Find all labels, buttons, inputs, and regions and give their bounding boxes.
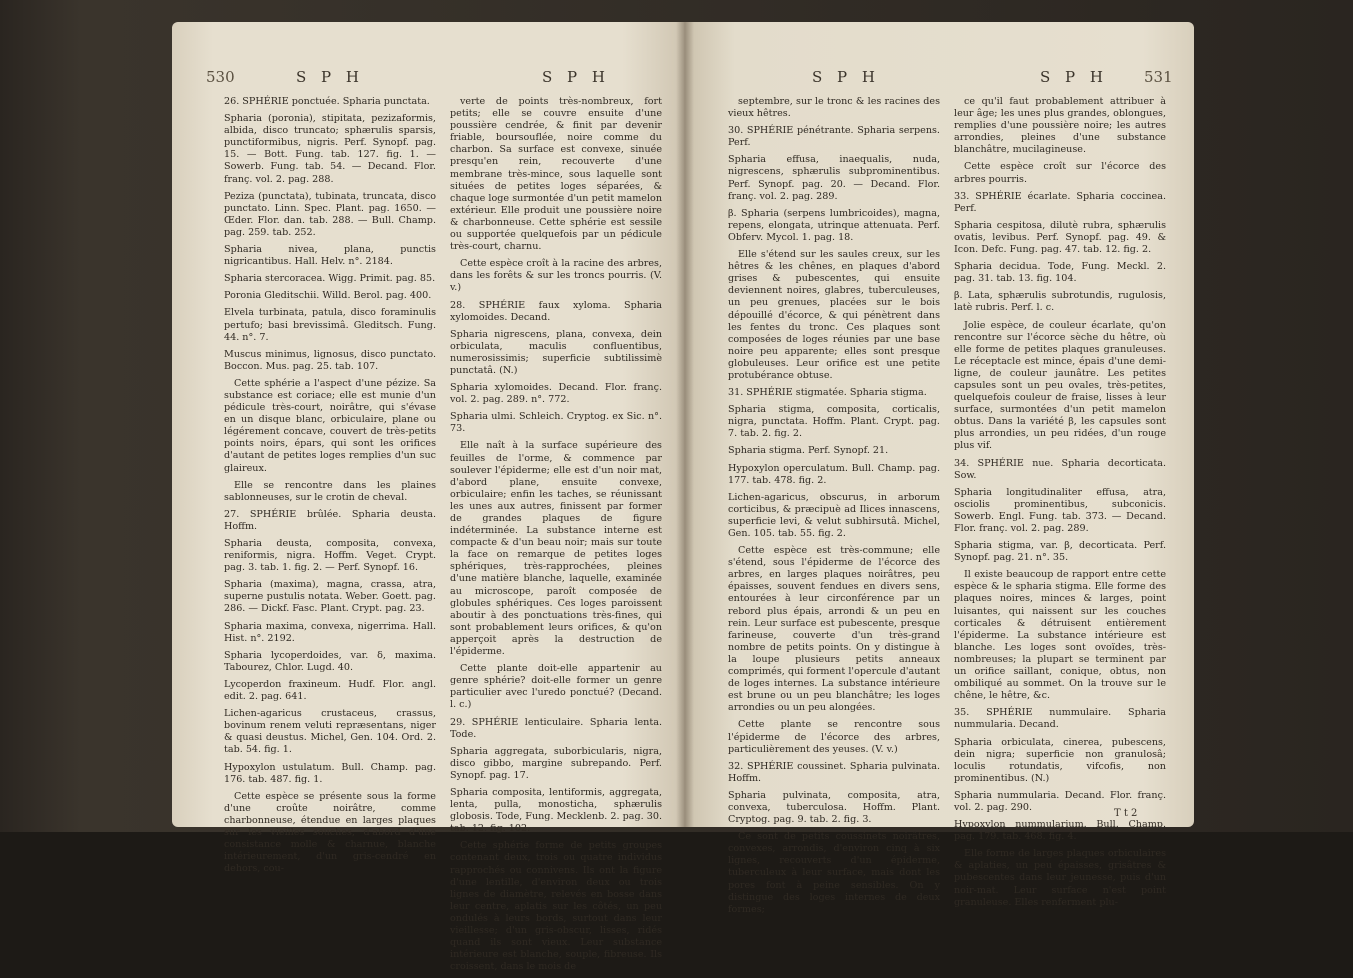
right-page: [684, 22, 1194, 915]
paragraph: Spharia stigma, var. β, decorticata. Perf. Synopf. pag. 21. n°. 35.: [954, 540, 1166, 564]
paragraph: Muscus minimus, lignosus, disco punctato. Boccon. Mus. pag. 25. tab. 107.: [224, 348, 436, 372]
paragraph: 26. SPHÉRIE ponctuée. Spharia punctata.: [224, 96, 430, 107]
paragraph: Hypoxylon nummularium. Bull. Champ. pag. 179. tab. 468. fig. 4.: [954, 819, 1166, 843]
paragraph: septembre, sur le tronc & les racines des vieux hêtres.: [728, 96, 940, 120]
paragraph: Cette sphérie forme de petits groupes contenant deux, trois ou quatre individus rapprochés ou connivens. Ils ont la figure d'une lentille, d'environ deux ou trois lignes de diamètre, relevés en bosse dans leur centre, aplatis sur les côtés, un peu ondulés à leurs bords, surtout dans leur vieillesse; d'un gris-obscur, lisses, ridés quand ils sont vieux. Leur substance intérieure est blanche, souple, fibreuse. Ils croissent, dans le mois de: [450, 840, 662, 973]
paragraph: Spharia (maxima), magna, crassa, atra, superne pustulis notata. Weber. Goett. pag. 286. — Dickf. Fasc. Plant. Crypt. pag. 23.: [224, 579, 436, 615]
paragraph: Jolie espèce, de couleur écarlate, qu'on rencontre sur l'écorce sèche du hêtre, où elle forme de petites plaques granuleuses. Le réceptacle est mince, épais d'une demi-ligne, de couleur jaunâtre. Les petites capsules sont un peu ovales, très-petites, quelquefois couleur de fraise, lisses à leur surface, surmontées d'un petit mamelon obtus. Dans la variété β, les capsules sont plus arrondies, un peu ridées, d'un rouge plus vif.: [954, 319, 1166, 452]
paragraph: Spharia orbiculata, cinerea, pubescens, dein nigra; superficie non granulosâ; loculis rotundatis, vifcofis, non prominentibus. (N.): [954, 736, 1166, 784]
paragraph: ce qu'il faut probablement attribuer à leur âge; les unes plus grandes, oblongues, remplies d'une poussière noire; les autres arrondies, pleines d'une substance blanchâtre, mucilagineuse.: [954, 96, 1166, 156]
paragraph: Elle forme de larges plaques orbiculaires & aplaties, un peu épaisses, grisâtres & pubescentes dans leur jeunesse, puis d'un noir-mat. Leur surface n'est point granuleuse. Elles renferment plu-: [954, 848, 1166, 908]
paragraph: Spharia nummularia. Decand. Flor. franç. vol. 2. pag. 290.: [954, 789, 1166, 813]
signature-mark: T t 2: [1114, 808, 1138, 819]
paragraph: Spharia longitudinaliter effusa, atra, osciolis prominentibus, subconicis. Sowerb. Engl. Fung. tab. 373. — Decand. Flor. franç. vol. 2. pag. 289.: [954, 486, 1166, 534]
paragraph: 29. SPHÉRIE lenticulaire. Spharia lenta. Tode.: [450, 716, 662, 740]
right-running-head-1: S P H: [812, 68, 880, 86]
paragraph: Cette espèce croît à la racine des arbres, dans les forêts & sur les troncs pourris. (V. v.): [450, 258, 662, 294]
paragraph: Spharia nivea, plana, punctis nigricantibus. Hall. Helv. n°. 2184.: [224, 244, 436, 268]
paragraph: Elle se rencontre dans les plaines sablonneuses, sur le crotin de cheval.: [224, 479, 436, 503]
paragraph: Cette espèce est très-commune; elle s'étend, sous l'épiderme de l'écorce des arbres, en larges plaques noirâtres, peu épaisses, souvent fendues en divers sens, entourées à leur circonférence par un rebord plus épais, arrondi & un peu en rein. Leur surface est pubescente, presque farineuse, couverte d'un très-grand nombre de petits points. On y distingue à la loupe plusieurs petits anneaux comprimés, qui forment l'opercule d'autant de loges internes. La substance intérieure est brune ou un peu blanchâtre; les loges arrondies ou un peu alongées.: [728, 545, 940, 714]
paragraph: Spharia xylomoides. Decand. Flor. franç. vol. 2. pag. 289. n°. 772.: [450, 382, 662, 406]
paragraph: Spharia pulvinata, composita, atra, convexa, tuberculosa. Hoffm. Plant. Cryptog. pag. 9. tab. 2. fig. 3.: [728, 789, 940, 826]
paragraph: Il existe beaucoup de rapport entre cette espèce & le spharia stigma. Elle forme des plaques noires, minces & larges, point luisantes, qui naissent sur les couches corticales & détruisent entièrement l'épiderme. La substance intérieure est blanche. Les loges sont ovoïdes, très-nombreuses; la plupart se terminent par un orifice saillant, conique, obtus, non ombiliqué au sommet. On la trouve sur le chêne, le hêtre, &c.: [954, 569, 1166, 702]
paragraph: Spharia aggregata, suborbicularis, nigra, disco gibbo, margine subrepando. Perf. Synopf. pag. 17.: [450, 745, 662, 781]
left-running-head-2: S P H: [542, 68, 610, 86]
paragraph: 30. SPHÉRIE pénétrante. Spharia serpens. Perf.: [728, 125, 940, 149]
paragraph: Cette sphérie a l'aspect d'une pézize. Sa substance est coriace; elle est munie d'un pédicule très-court, noirâtre, qui s'évase en un disque blanc, orbiculaire, plane ou légérement concave, couvert de très-petits points noirs, épars, qui sont les orifices d'autant de petites loges remplies d'un suc glaireux.: [224, 377, 436, 474]
paragraph: β. Lata, sphærulis subrotundis, rugulosis, latè rubris. Perf. l. c.: [954, 290, 1166, 314]
book-gutter: [676, 22, 694, 827]
paragraph: Hypoxylon ustulatum. Bull. Champ. pag. 176. tab. 487. fig. 1.: [224, 761, 436, 785]
paragraph: Spharia (poronia), stipitata, pezizaformis, albida, disco truncato; sphærulis sparsis, punctiformibus, nigris. Perf. Synopf. pag. 15. — Bott. Fung. tab. 127. fig. 1. — Sowerb. Fung. tab. 54. — Decand. Flor. franç. vol. 2. pag. 288.: [224, 113, 436, 185]
paragraph: Cette espèce se présente sous la forme d'une croûte noirâtre, comme charbonneuse, étendue en larges plaques sur les vieilles souches, d'abord d'une consistance molle & charnue, blanche intérieurement, d'un gris-cendré en dehors, cou-: [224, 790, 436, 875]
left-column-2: [450, 96, 662, 978]
paragraph: Spharia stigma, composita, corticalis, nigra, punctata. Hoffm. Plant. Crypt. pag. 7. tab. 2. fig. 2.: [728, 404, 940, 440]
paragraph: Spharia stercoracea. Wigg. Primit. pag. 85.: [224, 273, 436, 285]
paragraph: Spharia lycoperdoides, var. δ, maxima. Tabourez, Chlor. Lugd. 40.: [224, 649, 436, 673]
paragraph: Spharia maxima, convexa, nigerrima. Hall. Hist. n°. 2192.: [224, 620, 436, 644]
paragraph: Elle naît à la surface supérieure des feuilles de l'orme, & commence par soulever l'épiderme; elle est d'un noir mat, d'abord plane, ensuite convexe, orbiculaire; enfin les taches, se réunissant les unes aux autres, finissent par former de grandes plaques de figure indéterminée. La substance interne est compacte & d'un beau noir; mais sur toute la face on remarque de petites loges sphériques, très-rapprochées, pleines d'une matière blanche, laquelle, examinée au microscope, paroît composée de globules sphériques. Ces loges paroissent aboutir à des ponctuations très-fines, qui sont probablement leurs orifices, & qu'on apperçoit après la destruction de l'épiderme.: [450, 440, 662, 658]
left-page: [172, 22, 684, 973]
right-running-head-2: S P H: [1040, 68, 1108, 86]
paragraph: 27. SPHÉRIE brûlée. Spharia deusta. Hoffm.: [224, 508, 436, 532]
paragraph: 28. SPHÉRIE faux xyloma. Spharia xylomoides. Decand.: [450, 299, 662, 323]
paragraph: 31. SPHÉRIE stigmatée. Spharia stigma.: [728, 387, 927, 399]
paragraph: Poronia Gleditschii. Willd. Berol. pag. 400.: [224, 290, 432, 302]
paragraph: Lichen-agaricus crustaceus, crassus, bovinum renem veluti repræsentans, niger & quasi deustus. Michel, Gen. 104. Ord. 2. tab. 54. fig. 1.: [224, 708, 436, 756]
left-page-number: 530: [206, 68, 235, 86]
paragraph: 32. SPHÉRIE coussinet. Spharia pulvinata. Hoffm.: [728, 760, 940, 784]
left-running-head-1: S P H: [296, 68, 364, 86]
paragraph: 34. SPHÉRIE nue. Spharia decorticata. Sow.: [954, 457, 1166, 481]
paragraph: Spharia decidua. Tode, Fung. Meckl. 2. pag. 31. tab. 13. fig. 104.: [954, 261, 1166, 285]
right-column-1: [728, 96, 940, 921]
paragraph: β. Spharia (serpens lumbricoides), magna, repens, elongata, utrinque attenuata. Perf. Obferv. Mycol. 1. pag. 18.: [728, 207, 940, 243]
paragraph: Elvela turbinata, patula, disco foraminulis pertufo; basi brevissimâ. Gleditsch. Fung. 44. n°. 7.: [224, 307, 436, 343]
paragraph: Ce sont de petits coussinets noirâtres, convexes, arrondis, d'environ cinq à six lignes, recouverts d'un épiderme, tuberculeux à leur surface, mais dont les pores font à peine sensibles. On y distingue des loges internes de deux formes;: [728, 831, 940, 915]
paragraph: Spharia cespitosa, dilutè rubra, sphærulis ovatis, levibus. Perf. Synopf. pag. 49. & Icon. Defc. Fung. pag. 47. tab. 12. fig. 2.: [954, 219, 1166, 256]
paragraph: Cette espèce croît sur l'écorce des arbres pourris.: [954, 161, 1166, 185]
right-column-2: [954, 96, 1166, 914]
paragraph: Spharia stigma. Perf. Synopf. 21.: [728, 445, 889, 457]
paragraph: Lichen-agaricus, obscurus, in arborum corticibus, & præcipuè ad Ilices innascens, superficie levi, & velut subhirsutâ. Michel, Gen. 105. tab. 55. fig. 2.: [728, 491, 940, 539]
paragraph: Spharia composita, lentiformis, aggregata, lenta, pulla, monosticha, sphærulis globosis. Tode, Fung. Mecklenb. 2. pag. 30. tab. 12. fig. 102.: [450, 786, 662, 835]
paragraph: Spharia ulmi. Schleich. Cryptog. ex Sic. n°. 73.: [450, 411, 662, 435]
paragraph: Spharia nigrescens, plana, convexa, dein orbiculata, maculis confluentibus, numerosissimis; superficie subtilissimè punctatâ. (N.): [450, 328, 662, 376]
paragraph: Hypoxylon operculatum. Bull. Champ. pag. 177. tab. 478. fig. 2.: [728, 462, 940, 486]
paragraph: verte de points très-nombreux, fort petits; elle se couvre ensuite d'une poussière cendrée, & finit par devenir friable, boursouflée, noire comme du charbon. Sa surface est convexe, sinuée presqu'en rein, recouverte d'une membrane très-mince, sous laquelle sont situées de petites loges séparées, & chaque loge surmontée d'un petit mamelon extérieur. Elle produit une poussière noire & charbonneuse. Cette sphérie est sessile ou supportée quelquefois par un pédicule très-court, charnu.: [450, 96, 662, 253]
paragraph: Lycoperdon fraxineum. Hudf. Flor. angl. edit. 2. pag. 641.: [224, 678, 436, 703]
paragraph: Peziza (punctata), tubinata, truncata, disco punctato. Linn. Spec. Plant. pag. 1650. — Œder. Flor. dan. tab. 288. — Bull. Champ. pag. 259. tab. 252.: [224, 190, 436, 238]
left-column-1: [224, 96, 436, 880]
paragraph: Cette plante doit-elle appartenir au genre sphérie? doit-elle former un genre particulier avec l'uredo ponctué? (Decand. l. c.): [450, 663, 662, 711]
paragraph: Elle s'étend sur les saules creux, sur les hêtres & les chênes, en plaques d'abord grises & pubescentes, qui ensuite deviennent noires, glabres, tuberculeuses, un peu grenues, placées sur le bois dépouillé d'écorce, & qui pénètrent dans les fentes du tronc. Ces plaques sont composées de loges réunies par une base noire peu apparente; elles sont presque globuleuses. Leur orifice est une petite protubérance obtuse.: [728, 249, 940, 381]
right-page-number: 531: [1144, 68, 1173, 86]
paragraph: 35. SPHÉRIE nummulaire. Spharia nummularia. Decand.: [954, 707, 1166, 731]
paragraph: 33. SPHÉRIE écarlate. Spharia coccinea. Perf.: [954, 190, 1166, 214]
paragraph: Spharia deusta, composita, convexa, reniformis, nigra. Hoffm. Veget. Crypt. pag. 3. tab. 1. fig. 2. — Perf. Synopf. 16.: [224, 538, 436, 574]
paragraph: Cette plante se rencontre sous l'épiderme de l'écorce des arbres, particulièrement des yeuses. (V. v.): [728, 719, 940, 755]
paragraph: Spharia effusa, inaequalis, nuda, nigrescens, sphærulis subprominentibus. Perf. Synopf. pag. 20. — Decand. Flor. franç. vol. 2. pag. 289.: [728, 154, 940, 202]
